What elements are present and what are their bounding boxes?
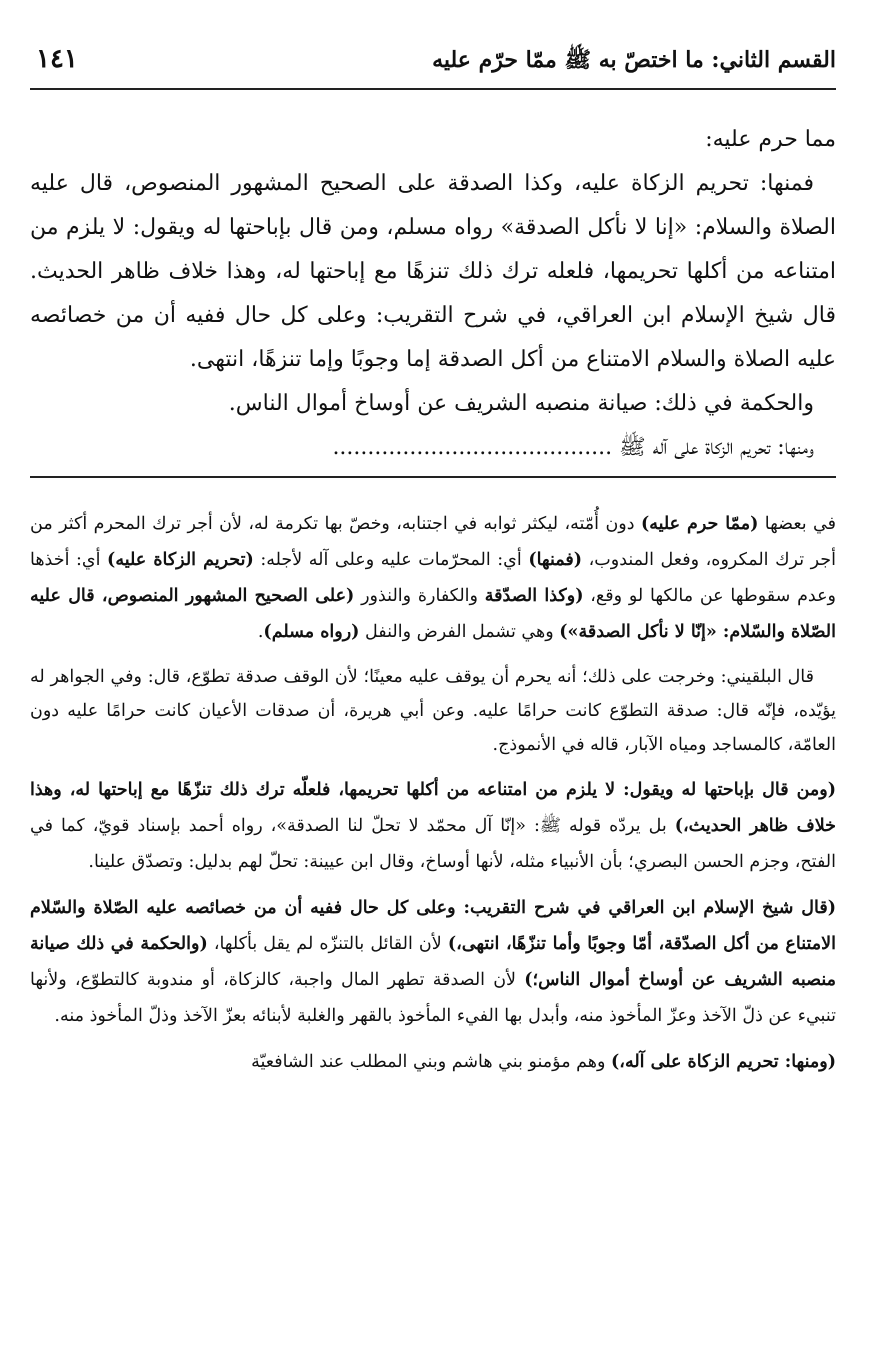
main-text — [30, 118, 836, 470]
main-text-paragraph-3 — [30, 426, 836, 470]
main-text-paragraph-3-text: ومنها: تحريم الزكاة على آله ﷺ — [619, 435, 814, 460]
bold-quote: (ومنها: تحريم الزكاة على آله،) — [611, 1052, 836, 1072]
commentary-paragraph-4: (قال شيخ الإسلام ابن العراقي في شرح التقريب: وعلى كل حال ففيه أن من خصائصه عليه الصّلاة والسّلام الامتناع من أكل الصدّقة، أمّا وجوبًا وأما تنزّهًا، انتهى،) لأن القائل بالتنزّه لم يقل بأكلها، (والحكمة في ذلك صيانة منصبه الشريف عن أوساخ أموال الناس؛) لأن الصدقة تطهر المال واجبة، كالزكاة، أو مندوبة كالتطوّع، ولأنها تنبيء عن ذلّ الآخذ وعزّ المأخوذ منه، وأبدل بها الفيء المأخوذ بالقهر والغلبة لأبنائه بعزّ الآخذ وذلّ المأخوذ منه. — [30, 898, 837, 1026]
bold-quote: (تحريم الزكاة عليه) — [107, 550, 254, 570]
bold-quote: (ومن قال بإباحتها له ويقول: لا يلزم من امتناعه من أكلها تحريمها، فلعلّه ترك ذلك تنزّهًا مع إباحتها له، وهذا خلاف ظاهر الحديث،) — [30, 780, 836, 836]
bold-quote: (فمنها) — [528, 550, 583, 570]
bold-quote: (قال شيخ الإسلام ابن العراقي في شرح التقريب: وعلى كل حال ففيه أن من خصائصه عليه الصّلاة والسّلام الامتناع من أكل الصدّقة، أمّا وجوبًا وأما تنزّهًا، انتهى،) — [30, 898, 836, 954]
bold-quote: (رواه مسلم) — [263, 622, 360, 642]
main-text-paragraph-2: والحكمة في ذلك: صيانة منصبه الشريف عن أوساخ أموال الناس. — [228, 391, 814, 416]
bold-quote: (ممّا حرم عليه) — [640, 514, 759, 534]
main-text-paragraph-1: فمنها: تحريم الزكاة عليه، وكذا الصدقة على الصحيح المشهور المنصوص، قال عليه الصلاة والسلام: «إنا لا نأكل الصدقة» رواه مسلم، ومن قال بإباحتها له ويقول: لا يلزم من امتناعه من أكلها تحريمها، فلعله ترك ذلك تنزهًا مع إباحتها له، وهذا خلاف ظاهر الحديث. قال شيخ الإسلام ابن العراقي، في شرح التقريب: وعلى كل حال ففيه أن من خصائصه عليه الصلاة والسلام الامتناع من أكل الصدقة إما وجوبًا وإما تنزهًا، انتهى. — [30, 171, 836, 372]
commentary-paragraph-3: (ومن قال بإباحتها له ويقول: لا يلزم من امتناعه من أكلها تحريمها، فلعلّه ترك ذلك تنزّهًا مع إباحتها له، وهذا خلاف ظاهر الحديث،) بل يردّه قوله ﷺ: «إنّا آل محمّد لا تحلّ لنا الصدقة»، رواه أحمد بإسناد قويّ، كما في الفتح، وجزم الحسن البصري؛ بأن الأنبياء مثله، لأنها أوساخ، وقال ابن عيينة: تحلّ لهم بدليل: وتصدّق علينا. — [30, 780, 836, 872]
bold-quote: (والحكمة في ذلك صيانة منصبه الشريف عن أوساخ أموال الناس؛) — [30, 934, 837, 990]
commentary-paragraph-2: قال البلقيني: وخرجت على ذلك؛ أنه يحرم أن يوقف عليه معينًا؛ لأن الوقف صدقة تطوّع، قال: وفي الجواهر له يؤيّده، فإنّه قال: صدقة التطوّع كانت حرامًا عليه. وعن أبي هريرة، أن صدقات الأعيان كانت حرامًا عليه دون العامّة، كالمساجد ومياه الآبار، قاله في الأنموذج. — [30, 667, 836, 755]
commentary-paragraph-5: (ومنها: تحريم الزكاة على آله،) وهم مؤمنو بني هاشم وبني المطلب عند الشافعيّة — [251, 1052, 836, 1072]
continuation-dots: ........................................ — [332, 435, 613, 460]
main-text-heading: مما حرم عليه: — [705, 127, 836, 152]
commentary-divider — [30, 476, 836, 478]
running-title: القسم الثاني: ما اختصّ به ﷺ ممّا حرّم عليه — [432, 47, 836, 73]
page-header — [30, 30, 836, 90]
bold-quote: (على الصحيح المشهور المنصوص، قال عليه الصّلاة والسّلام: «إنّا لا نأكل الصدقة») — [30, 586, 836, 642]
book-page — [30, 30, 836, 1090]
page-number: ١٤١ — [36, 44, 78, 74]
bold-quote: (وكذا الصدّقة — [484, 586, 584, 606]
commentary-paragraph-1: في بعضها (ممّا حرم عليه) دون أُمّته، ليكثر ثوابه في اجتنابه، وخصّ بها تكرمة له، لأن أجر ترك المحرم أكثر من أجر ترك المكروه، وفعل المندوب، (فمنها) أي: المحرّمات عليه وعلى آله لأجله: (تحريم الزكاة عليه) أي: أخذها وعدم سقوطها عن مالكها لو وقع، (وكذا الصدّقة والكفارة والنذور (على الصحيح المشهور المنصوص، قال عليه الصّلاة والسّلام: «إنّا لا نأكل الصدقة») وهي تشمل الفرض والنفل (رواه مسلم). — [30, 514, 837, 642]
commentary-text — [30, 506, 836, 1080]
